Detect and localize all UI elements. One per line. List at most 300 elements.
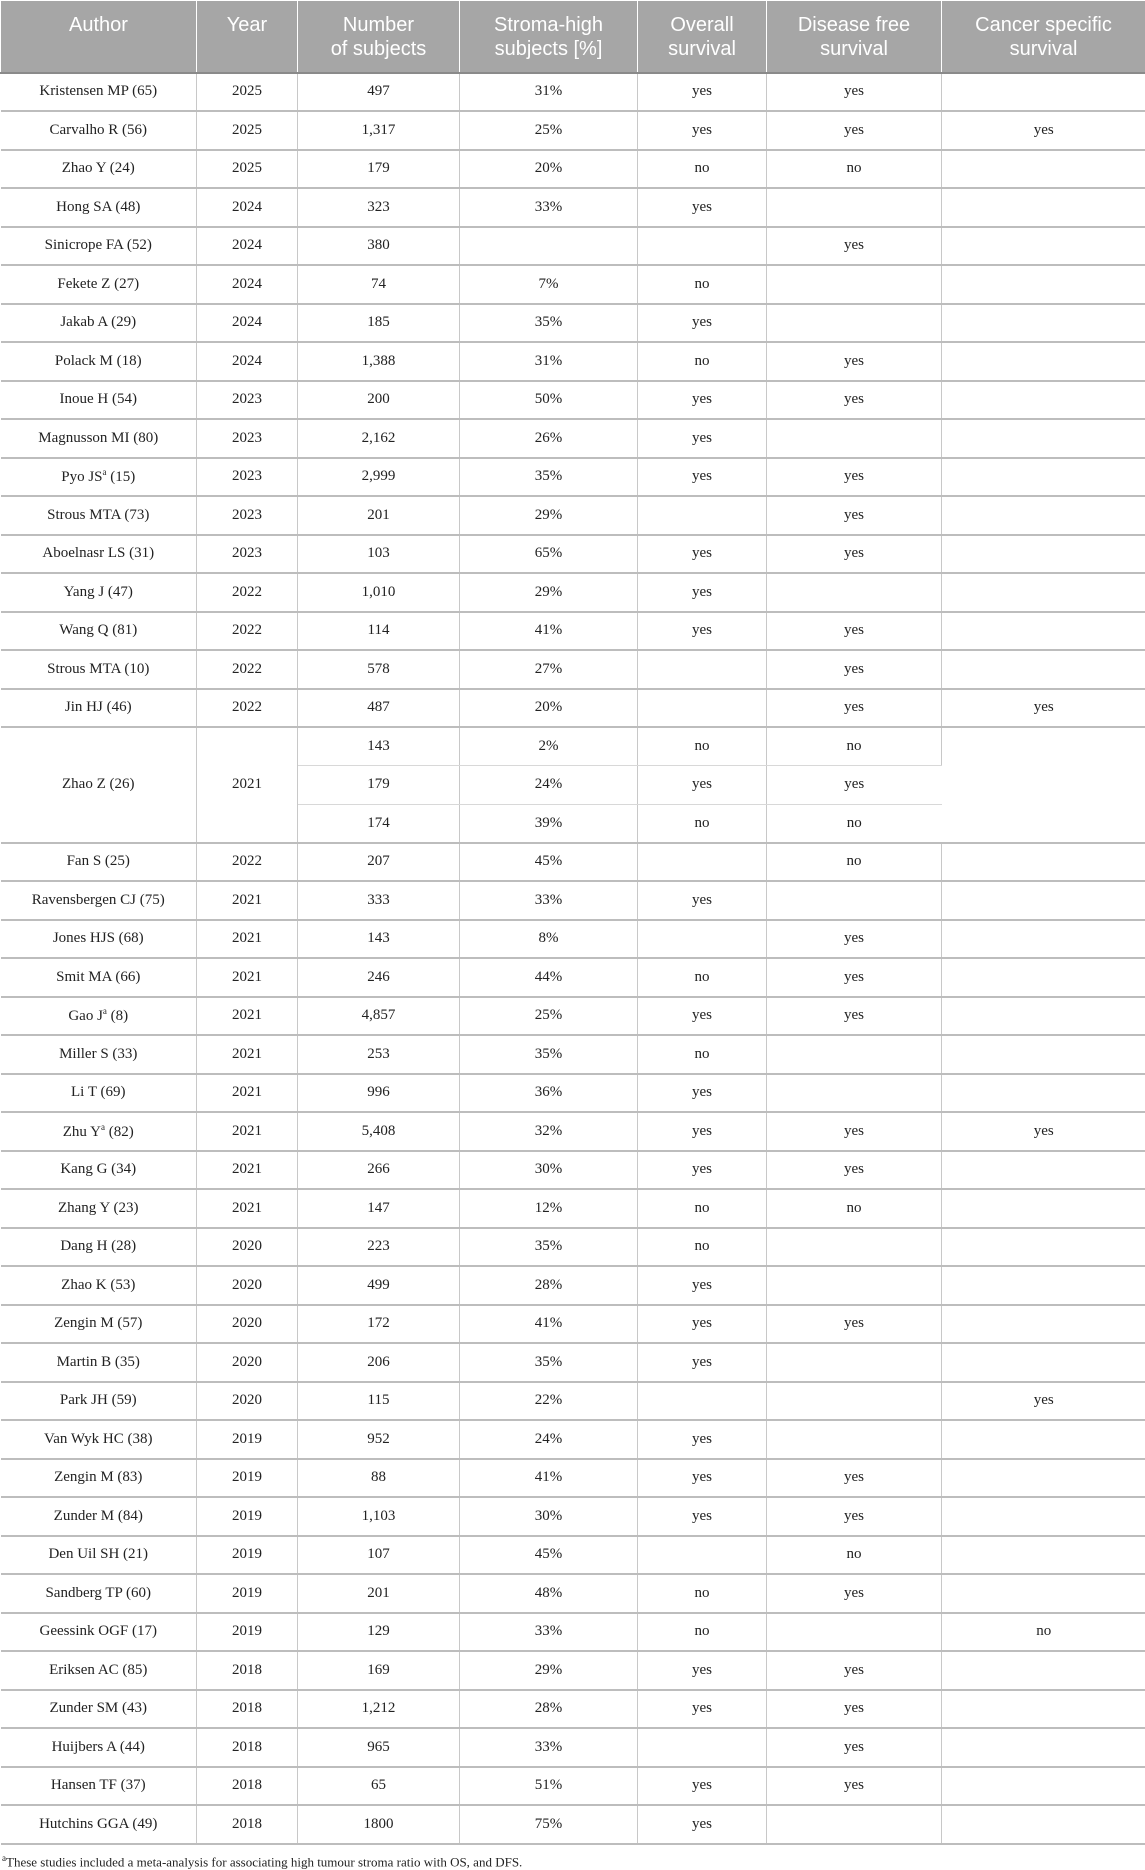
stroma-high-cell: 28% bbox=[460, 1266, 638, 1305]
year-cell: 2018 bbox=[197, 1651, 298, 1690]
table-row bbox=[1, 843, 1145, 882]
author-cell: Dang H (28) bbox=[1, 1228, 197, 1267]
cancer-specific-survival-cell bbox=[942, 1728, 1145, 1767]
disease-free-survival-cell: no bbox=[767, 150, 942, 189]
cancer-specific-survival-cell bbox=[942, 1574, 1145, 1613]
stroma-high-cell: 32% bbox=[460, 1112, 638, 1151]
table-row bbox=[1, 1382, 1145, 1421]
disease-free-survival-cell: yes bbox=[767, 958, 942, 997]
table-row bbox=[1, 188, 1145, 227]
subjects-cell: 246 bbox=[298, 958, 460, 997]
year-cell: 2019 bbox=[197, 1613, 298, 1652]
stroma-high-cell: 29% bbox=[460, 1651, 638, 1690]
overall-survival-cell: yes bbox=[638, 1112, 767, 1151]
year-cell: 2022 bbox=[197, 612, 298, 651]
overall-survival-cell: yes bbox=[638, 1459, 767, 1498]
author-cell: Sinicrope FA (52) bbox=[1, 227, 197, 266]
disease-free-survival-cell bbox=[767, 265, 942, 304]
disease-free-survival-cell: no bbox=[767, 804, 942, 843]
subjects-cell: 1,388 bbox=[298, 342, 460, 381]
subjects-cell: 201 bbox=[298, 1574, 460, 1613]
cancer-specific-survival-cell bbox=[942, 188, 1145, 227]
table-row bbox=[1, 1574, 1145, 1613]
stroma-high-cell: 24% bbox=[460, 766, 638, 805]
overall-survival-cell bbox=[638, 227, 767, 266]
stroma-high-cell: 45% bbox=[460, 1536, 638, 1575]
year-cell: 2019 bbox=[197, 1536, 298, 1575]
overall-survival-cell: yes bbox=[638, 304, 767, 343]
cancer-specific-survival-cell: yes bbox=[942, 111, 1145, 150]
year-cell: 2025 bbox=[197, 111, 298, 150]
subjects-cell: 172 bbox=[298, 1305, 460, 1344]
disease-free-survival-cell bbox=[767, 573, 942, 612]
table-row bbox=[1, 1305, 1145, 1344]
table-row bbox=[1, 650, 1145, 689]
year-cell: 2021 bbox=[197, 1035, 298, 1074]
subjects-cell: 1,317 bbox=[298, 111, 460, 150]
disease-free-survival-cell bbox=[767, 1805, 942, 1844]
subjects-cell: 2,162 bbox=[298, 419, 460, 458]
subjects-cell: 253 bbox=[298, 1035, 460, 1074]
year-cell: 2021 bbox=[197, 1151, 298, 1190]
cancer-specific-survival-cell bbox=[942, 535, 1145, 574]
table-row bbox=[1, 1151, 1145, 1190]
subjects-cell: 169 bbox=[298, 1651, 460, 1690]
column-header: Author bbox=[1, 1, 197, 73]
author-cell: Huijbers A (44) bbox=[1, 1728, 197, 1767]
author-cell: Miller S (33) bbox=[1, 1035, 197, 1074]
author-cell: Aboelnasr LS (31) bbox=[1, 535, 197, 574]
cancer-specific-survival-cell bbox=[942, 1343, 1145, 1382]
disease-free-survival-cell: yes bbox=[767, 920, 942, 959]
overall-survival-cell: no bbox=[638, 727, 767, 766]
stroma-high-cell: 41% bbox=[460, 1305, 638, 1344]
author-cell: Jones HJS (68) bbox=[1, 920, 197, 959]
cancer-specific-survival-cell bbox=[942, 997, 1145, 1036]
table-row bbox=[1, 1266, 1145, 1305]
subjects-cell: 114 bbox=[298, 612, 460, 651]
cancer-specific-survival-cell bbox=[942, 265, 1145, 304]
subjects-cell: 129 bbox=[298, 1613, 460, 1652]
author-cell: Hutchins GGA (49) bbox=[1, 1805, 197, 1844]
subjects-cell: 1,103 bbox=[298, 1497, 460, 1536]
subjects-cell: 266 bbox=[298, 1151, 460, 1190]
cancer-specific-survival-cell bbox=[942, 304, 1145, 343]
year-cell: 2021 bbox=[197, 727, 298, 843]
stroma-high-cell: 35% bbox=[460, 1035, 638, 1074]
disease-free-survival-cell: yes bbox=[767, 1151, 942, 1190]
table-row bbox=[1, 1536, 1145, 1575]
disease-free-survival-cell: yes bbox=[767, 1728, 942, 1767]
disease-free-survival-cell: yes bbox=[767, 612, 942, 651]
disease-free-survival-cell: yes bbox=[767, 342, 942, 381]
author-cell: Polack M (18) bbox=[1, 342, 197, 381]
author-cell: Magnusson MI (80) bbox=[1, 419, 197, 458]
cancer-specific-survival-cell bbox=[942, 150, 1145, 189]
table-row bbox=[1, 1728, 1145, 1767]
overall-survival-cell: yes bbox=[638, 458, 767, 497]
author-cell: Jin HJ (46) bbox=[1, 689, 197, 728]
overall-survival-cell bbox=[638, 920, 767, 959]
overall-survival-cell: no bbox=[638, 1189, 767, 1228]
column-header: Disease free survival bbox=[767, 1, 942, 73]
stroma-high-cell: 35% bbox=[460, 458, 638, 497]
cancer-specific-survival-cell bbox=[942, 1189, 1145, 1228]
author-cell: Zhao Y (24) bbox=[1, 150, 197, 189]
disease-free-survival-cell: yes bbox=[767, 997, 942, 1036]
stroma-high-cell: 41% bbox=[460, 1459, 638, 1498]
year-cell: 2019 bbox=[197, 1497, 298, 1536]
stroma-high-cell: 65% bbox=[460, 535, 638, 574]
cancer-specific-survival-cell bbox=[942, 458, 1145, 497]
year-cell: 2018 bbox=[197, 1767, 298, 1806]
column-header: Stroma-high subjects [%] bbox=[460, 1, 638, 73]
table-row bbox=[1, 381, 1145, 420]
year-cell: 2021 bbox=[197, 920, 298, 959]
stroma-high-cell: 39% bbox=[460, 804, 638, 843]
year-cell: 2024 bbox=[197, 227, 298, 266]
stroma-high-cell bbox=[460, 227, 638, 266]
table-row bbox=[1, 1767, 1145, 1806]
cancer-specific-survival-cell bbox=[942, 1690, 1145, 1729]
cancer-specific-survival-cell bbox=[942, 73, 1145, 112]
overall-survival-cell: yes bbox=[638, 111, 767, 150]
author-cell: Van Wyk HC (38) bbox=[1, 1420, 197, 1459]
disease-free-survival-cell bbox=[767, 1266, 942, 1305]
table-row bbox=[1, 1690, 1145, 1729]
subjects-cell: 115 bbox=[298, 1382, 460, 1421]
stroma-high-cell: 41% bbox=[460, 612, 638, 651]
disease-free-survival-cell: yes bbox=[767, 1767, 942, 1806]
year-cell: 2025 bbox=[197, 150, 298, 189]
overall-survival-cell bbox=[638, 843, 767, 882]
table-row bbox=[1, 111, 1145, 150]
year-cell: 2022 bbox=[197, 689, 298, 728]
subjects-cell: 200 bbox=[298, 381, 460, 420]
disease-free-survival-cell: yes bbox=[767, 381, 942, 420]
disease-free-survival-cell: yes bbox=[767, 1497, 942, 1536]
overall-survival-cell: yes bbox=[638, 188, 767, 227]
disease-free-survival-cell: yes bbox=[767, 1112, 942, 1151]
cancer-specific-survival-cell: no bbox=[942, 1613, 1145, 1652]
disease-free-survival-cell: yes bbox=[767, 1690, 942, 1729]
subjects-cell: 179 bbox=[298, 150, 460, 189]
stroma-high-cell: 26% bbox=[460, 419, 638, 458]
cancer-specific-survival-cell bbox=[942, 1805, 1145, 1844]
subjects-cell: 65 bbox=[298, 1767, 460, 1806]
table-row bbox=[1, 458, 1145, 497]
author-cell: Hong SA (48) bbox=[1, 188, 197, 227]
subjects-cell: 207 bbox=[298, 843, 460, 882]
year-cell: 2024 bbox=[197, 188, 298, 227]
column-header: Number of subjects bbox=[298, 1, 460, 73]
year-cell: 2018 bbox=[197, 1805, 298, 1844]
stroma-high-cell: 20% bbox=[460, 689, 638, 728]
overall-survival-cell: no bbox=[638, 804, 767, 843]
disease-free-survival-cell: no bbox=[767, 1189, 942, 1228]
stroma-high-cell: 29% bbox=[460, 496, 638, 535]
table-row bbox=[1, 1420, 1145, 1459]
year-cell: 2018 bbox=[197, 1690, 298, 1729]
subjects-cell: 143 bbox=[298, 920, 460, 959]
footnote-marker: a bbox=[2, 1853, 6, 1863]
footnote-text: These studies included a meta-analysis for associating high tumour stroma ratio with OS, and DFS. bbox=[6, 1854, 522, 1869]
author-cell: Hansen TF (37) bbox=[1, 1767, 197, 1806]
overall-survival-cell: yes bbox=[638, 1651, 767, 1690]
subjects-cell: 103 bbox=[298, 535, 460, 574]
overall-survival-cell bbox=[638, 496, 767, 535]
year-cell: 2021 bbox=[197, 997, 298, 1036]
author-cell: Strous MTA (73) bbox=[1, 496, 197, 535]
cancer-specific-survival-cell bbox=[942, 1266, 1145, 1305]
cancer-specific-survival-cell bbox=[942, 573, 1145, 612]
cancer-specific-survival-cell bbox=[942, 881, 1145, 920]
cancer-specific-survival-cell bbox=[942, 1767, 1145, 1806]
subjects-cell: 1,212 bbox=[298, 1690, 460, 1729]
subjects-cell: 497 bbox=[298, 73, 460, 112]
stroma-high-cell: 31% bbox=[460, 342, 638, 381]
year-cell: 2024 bbox=[197, 304, 298, 343]
stroma-high-cell: 20% bbox=[460, 150, 638, 189]
cancer-specific-survival-cell bbox=[942, 381, 1145, 420]
year-cell: 2020 bbox=[197, 1266, 298, 1305]
overall-survival-cell: yes bbox=[638, 1151, 767, 1190]
disease-free-survival-cell: yes bbox=[767, 227, 942, 266]
overall-survival-cell: no bbox=[638, 1613, 767, 1652]
subjects-cell: 88 bbox=[298, 1459, 460, 1498]
author-cell: Inoue H (54) bbox=[1, 381, 197, 420]
stroma-high-cell: 51% bbox=[460, 1767, 638, 1806]
disease-free-survival-cell bbox=[767, 1228, 942, 1267]
author-cell: Fan S (25) bbox=[1, 843, 197, 882]
disease-free-survival-cell bbox=[767, 419, 942, 458]
cancer-specific-survival-cell bbox=[942, 958, 1145, 997]
column-header: Overall survival bbox=[638, 1, 767, 73]
table-row bbox=[1, 227, 1145, 266]
author-cell: Zengin M (83) bbox=[1, 1459, 197, 1498]
stroma-high-cell: 35% bbox=[460, 1343, 638, 1382]
author-cell: Zunder SM (43) bbox=[1, 1690, 197, 1729]
cancer-specific-survival-cell bbox=[942, 1536, 1145, 1575]
year-cell: 2020 bbox=[197, 1343, 298, 1382]
stroma-high-cell: 50% bbox=[460, 381, 638, 420]
stroma-high-cell: 31% bbox=[460, 73, 638, 112]
table-row bbox=[1, 1074, 1145, 1113]
table-row bbox=[1, 1497, 1145, 1536]
subjects-cell: 147 bbox=[298, 1189, 460, 1228]
year-cell: 2021 bbox=[197, 958, 298, 997]
author-cell: Zunder M (84) bbox=[1, 1497, 197, 1536]
cancer-specific-survival-cell bbox=[942, 342, 1145, 381]
disease-free-survival-cell: yes bbox=[767, 496, 942, 535]
author-cell: Jakab A (29) bbox=[1, 304, 197, 343]
overall-survival-cell: no bbox=[638, 1035, 767, 1074]
stroma-high-cell: 8% bbox=[460, 920, 638, 959]
year-cell: 2021 bbox=[197, 1112, 298, 1151]
cancer-specific-survival-cell bbox=[942, 1459, 1145, 1498]
overall-survival-cell: yes bbox=[638, 881, 767, 920]
cancer-specific-survival-cell: yes bbox=[942, 1112, 1145, 1151]
subjects-cell: 4,857 bbox=[298, 997, 460, 1036]
author-cell: Zhang Y (23) bbox=[1, 1189, 197, 1228]
cancer-specific-survival-cell bbox=[942, 1305, 1145, 1344]
author-cell: Martin B (35) bbox=[1, 1343, 197, 1382]
overall-survival-cell: yes bbox=[638, 612, 767, 651]
year-cell: 2019 bbox=[197, 1420, 298, 1459]
stroma-high-cell: 12% bbox=[460, 1189, 638, 1228]
subjects-cell: 578 bbox=[298, 650, 460, 689]
year-cell: 2021 bbox=[197, 881, 298, 920]
overall-survival-cell: yes bbox=[638, 1497, 767, 1536]
stroma-high-cell: 44% bbox=[460, 958, 638, 997]
overall-survival-cell: yes bbox=[638, 381, 767, 420]
cancer-specific-survival-cell bbox=[942, 1497, 1145, 1536]
overall-survival-cell: yes bbox=[638, 766, 767, 805]
overall-survival-cell: yes bbox=[638, 997, 767, 1036]
disease-free-survival-cell bbox=[767, 1074, 942, 1113]
disease-free-survival-cell: no bbox=[767, 1536, 942, 1575]
overall-survival-cell: yes bbox=[638, 1266, 767, 1305]
table-row bbox=[1, 1613, 1145, 1652]
stroma-high-cell: 33% bbox=[460, 1613, 638, 1652]
cancer-specific-survival-cell: yes bbox=[942, 1382, 1145, 1421]
subjects-cell: 487 bbox=[298, 689, 460, 728]
footnote bbox=[0, 1845, 1145, 1870]
table-row bbox=[1, 150, 1145, 189]
subjects-cell: 107 bbox=[298, 1536, 460, 1575]
author-cell: Zhao Z (26) bbox=[1, 727, 197, 843]
table-header bbox=[1, 1, 1145, 73]
disease-free-survival-cell bbox=[767, 1420, 942, 1459]
disease-free-survival-cell: yes bbox=[767, 111, 942, 150]
author-cell: Zhao K (53) bbox=[1, 1266, 197, 1305]
overall-survival-cell: yes bbox=[638, 1767, 767, 1806]
year-cell: 2022 bbox=[197, 573, 298, 612]
stroma-high-cell: 2% bbox=[460, 727, 638, 766]
table-row bbox=[1, 1805, 1145, 1844]
table-row bbox=[1, 342, 1145, 381]
table-row bbox=[1, 881, 1145, 920]
disease-free-survival-cell: yes bbox=[767, 535, 942, 574]
overall-survival-cell: yes bbox=[638, 419, 767, 458]
table-row bbox=[1, 573, 1145, 612]
year-cell: 2022 bbox=[197, 650, 298, 689]
cancer-specific-survival-cell bbox=[942, 612, 1145, 651]
table-row bbox=[1, 304, 1145, 343]
author-cell: Carvalho R (56) bbox=[1, 111, 197, 150]
table-row bbox=[1, 1343, 1145, 1382]
author-cell: Pyo $JS^a$ (15) bbox=[1, 458, 197, 497]
author-cell: Li T (69) bbox=[1, 1074, 197, 1113]
table-row bbox=[1, 958, 1145, 997]
subjects-cell: 185 bbox=[298, 304, 460, 343]
author-cell: Smit MA (66) bbox=[1, 958, 197, 997]
year-cell: 2021 bbox=[197, 1074, 298, 1113]
author-cell: Yang J (47) bbox=[1, 573, 197, 612]
overall-survival-cell: yes bbox=[638, 1420, 767, 1459]
subjects-cell: 499 bbox=[298, 1266, 460, 1305]
overall-survival-cell: no bbox=[638, 265, 767, 304]
disease-free-survival-cell: yes bbox=[767, 1651, 942, 1690]
stroma-high-cell: 33% bbox=[460, 1728, 638, 1767]
disease-free-survival-cell bbox=[767, 1035, 942, 1074]
table-row bbox=[1, 689, 1145, 728]
subjects-cell: 323 bbox=[298, 188, 460, 227]
disease-free-survival-cell: no bbox=[767, 727, 942, 766]
subjects-cell: 179 bbox=[298, 766, 460, 805]
cancer-specific-survival-cell bbox=[942, 650, 1145, 689]
table-row bbox=[1, 73, 1145, 112]
subjects-cell: 996 bbox=[298, 1074, 460, 1113]
overall-survival-cell bbox=[638, 650, 767, 689]
stroma-high-cell: 25% bbox=[460, 111, 638, 150]
disease-free-survival-cell: yes bbox=[767, 1305, 942, 1344]
overall-survival-cell: yes bbox=[638, 1074, 767, 1113]
cancer-specific-survival-cell bbox=[942, 227, 1145, 266]
year-cell: 2023 bbox=[197, 496, 298, 535]
overall-survival-cell bbox=[638, 1382, 767, 1421]
year-cell: 2019 bbox=[197, 1459, 298, 1498]
author-cell: Wang Q (81) bbox=[1, 612, 197, 651]
author-cell: Fekete Z (27) bbox=[1, 265, 197, 304]
disease-free-survival-cell bbox=[767, 1613, 942, 1652]
overall-survival-cell: no bbox=[638, 150, 767, 189]
overall-survival-cell bbox=[638, 1536, 767, 1575]
author-cell: Zhu $Y^a$ (82) bbox=[1, 1112, 197, 1151]
author-cell: Kristensen MP (65) bbox=[1, 73, 197, 112]
overall-survival-cell: yes bbox=[638, 1305, 767, 1344]
stroma-high-cell: 45% bbox=[460, 843, 638, 882]
subjects-cell: 333 bbox=[298, 881, 460, 920]
year-cell: 2018 bbox=[197, 1728, 298, 1767]
overall-survival-cell: yes bbox=[638, 73, 767, 112]
stroma-high-cell: 7% bbox=[460, 265, 638, 304]
cancer-specific-survival-cell bbox=[942, 1651, 1145, 1690]
cancer-specific-survival-cell bbox=[942, 727, 1145, 843]
author-cell: Den Uil SH (21) bbox=[1, 1536, 197, 1575]
column-header: Year bbox=[197, 1, 298, 73]
stroma-high-cell: 30% bbox=[460, 1151, 638, 1190]
table-row bbox=[1, 997, 1145, 1036]
table-row bbox=[1, 612, 1145, 651]
subjects-cell: 201 bbox=[298, 496, 460, 535]
cancer-specific-survival-cell: yes bbox=[942, 689, 1145, 728]
author-cell: Geessink OGF (17) bbox=[1, 1613, 197, 1652]
cancer-specific-survival-cell bbox=[942, 1035, 1145, 1074]
year-cell: 2025 bbox=[197, 73, 298, 112]
table-row bbox=[1, 727, 1145, 766]
year-cell: 2023 bbox=[197, 381, 298, 420]
table-row bbox=[1, 1112, 1145, 1151]
stroma-high-cell: 35% bbox=[460, 1228, 638, 1267]
author-cell: Strous MTA (10) bbox=[1, 650, 197, 689]
subjects-cell: 1800 bbox=[298, 1805, 460, 1844]
disease-free-survival-cell: yes bbox=[767, 73, 942, 112]
cancer-specific-survival-cell bbox=[942, 843, 1145, 882]
disease-free-survival-cell: yes bbox=[767, 689, 942, 728]
cancer-specific-survival-cell bbox=[942, 496, 1145, 535]
overall-survival-cell: no bbox=[638, 958, 767, 997]
year-cell: 2022 bbox=[197, 843, 298, 882]
disease-free-survival-cell bbox=[767, 881, 942, 920]
subjects-cell: 2,999 bbox=[298, 458, 460, 497]
overall-survival-cell: no bbox=[638, 342, 767, 381]
year-cell: 2023 bbox=[197, 535, 298, 574]
subjects-cell: 380 bbox=[298, 227, 460, 266]
overall-survival-cell bbox=[638, 689, 767, 728]
year-cell: 2021 bbox=[197, 1189, 298, 1228]
stroma-high-cell: 36% bbox=[460, 1074, 638, 1113]
